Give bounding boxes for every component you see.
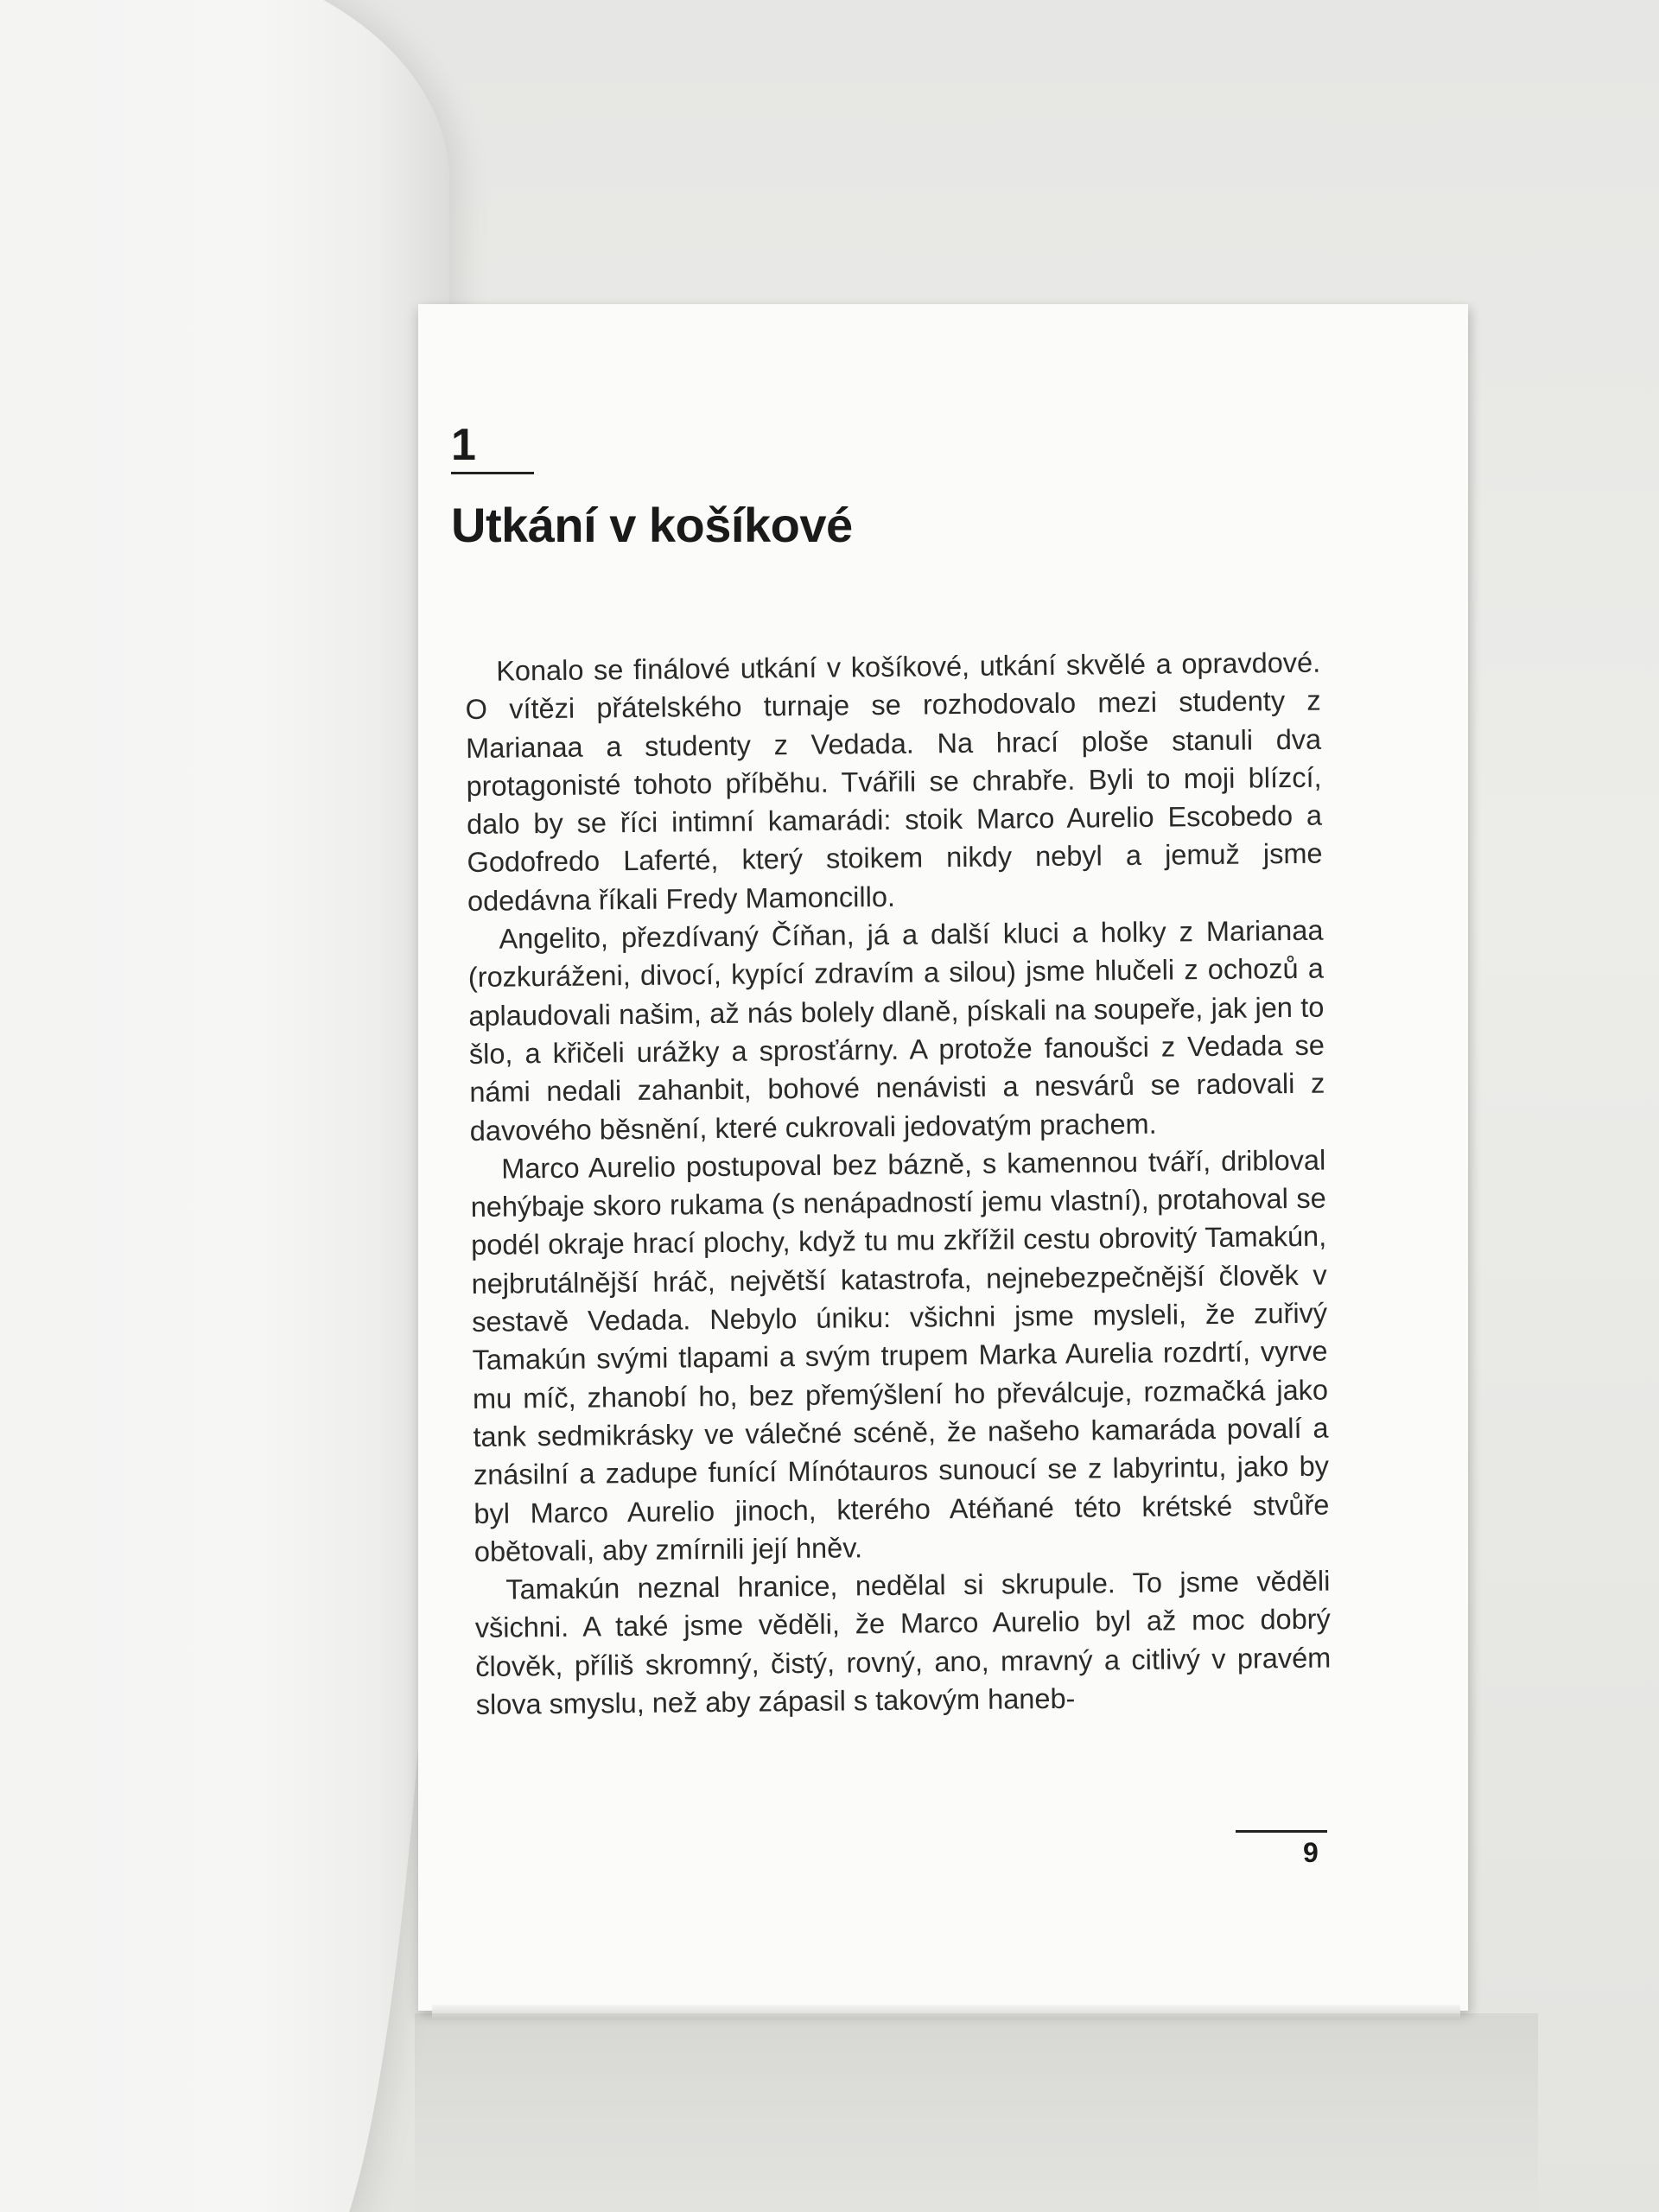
body-text	[465, 644, 1332, 1725]
paragraph: Konalo se finálové utkání v košíkové, utkání skvělé a opravdové. O vítězi přátelského turnaje se rozhodovalo mezi studenty z Marianaa a studenty z Vedada. Na hrací ploše stanuli dva protagonisté tohoto příběhu. Tvářili se chrabře. Byli to moji blízcí, dalo by se říci intimní kamarádi: stoik Marco Aurelio Escobedo a Godofredo Laferté, který stoikem nikdy nebyl a jemuž jsme odedávna říkali Fredy Mamoncillo.	[465, 646, 1323, 917]
footer-rule	[1236, 1830, 1327, 1833]
chapter-number: 1	[451, 420, 476, 470]
paragraph: Tamakún neznal hranice, nedělal si skrupule. To jsme věděli všichni. A také jsme věděli, že Marco Aurelio byl až moc dobrý člověk, příliš skromný, čistý, rovný, ano, mravný a citlivý v pravém slova smyslu, než aby zápasil s takovým haneb-	[474, 1565, 1332, 1720]
chapter-title: Utkání v košíkové	[451, 498, 853, 552]
paragraph: Angelito, přezdívaný Číňan, já a další kluci a holky z Marianaa (rozkuráženi, divocí, kypící zdravím a silou) jsme hlučeli z ochozů a aplaudovali našim, až nás bolely dlaně, pískali na soupeře, jak jen to šlo, a křičeli urážky a sprosťárny. A protože fanoušci z Vedada se námi nedali zahanbit, bohové nenávisti a nesvárů se radovali z davového běsnění, které cukrovali jedovatým prachem.	[467, 914, 1325, 1147]
left-page	[0, 0, 449, 2212]
page-number: 9	[1303, 1837, 1319, 1868]
chapter-rule	[451, 472, 534, 474]
paragraph: Marco Aurelio postupoval bez bázně, s kamennou tváří, dribloval nehýbaje skoro rukama (s nenápadností jemu vlastní), protahoval se podél okraje hrací plochy, když tu mu zkřížil cestu obrovitý Tamakún, nejbrutálnější hráč, největší katastrofa, nejnebezpečnější člověk v sestavě Vedada. Nebylo úniku: všichni jsme mysleli, že zuřivý Tamakún svými tlapami a svým trupem Marka Aurelia rozdrtí, vyrve mu míč, zhanobí ho, bez přemýšlení ho převálcuje, rozmačká jako tank sedmikrásky ve válečné scéně, že našeho kamaráda povalí a znásilní a zadupe funící Mínótauros sunoucí se z labyrintu, jako by byl Marco Aurelio jinoch, kterého Atéňané této krétské stvůře obětovali, aby zmírnili její hněv.	[470, 1144, 1330, 1567]
page-shadow	[415, 2013, 1538, 2212]
